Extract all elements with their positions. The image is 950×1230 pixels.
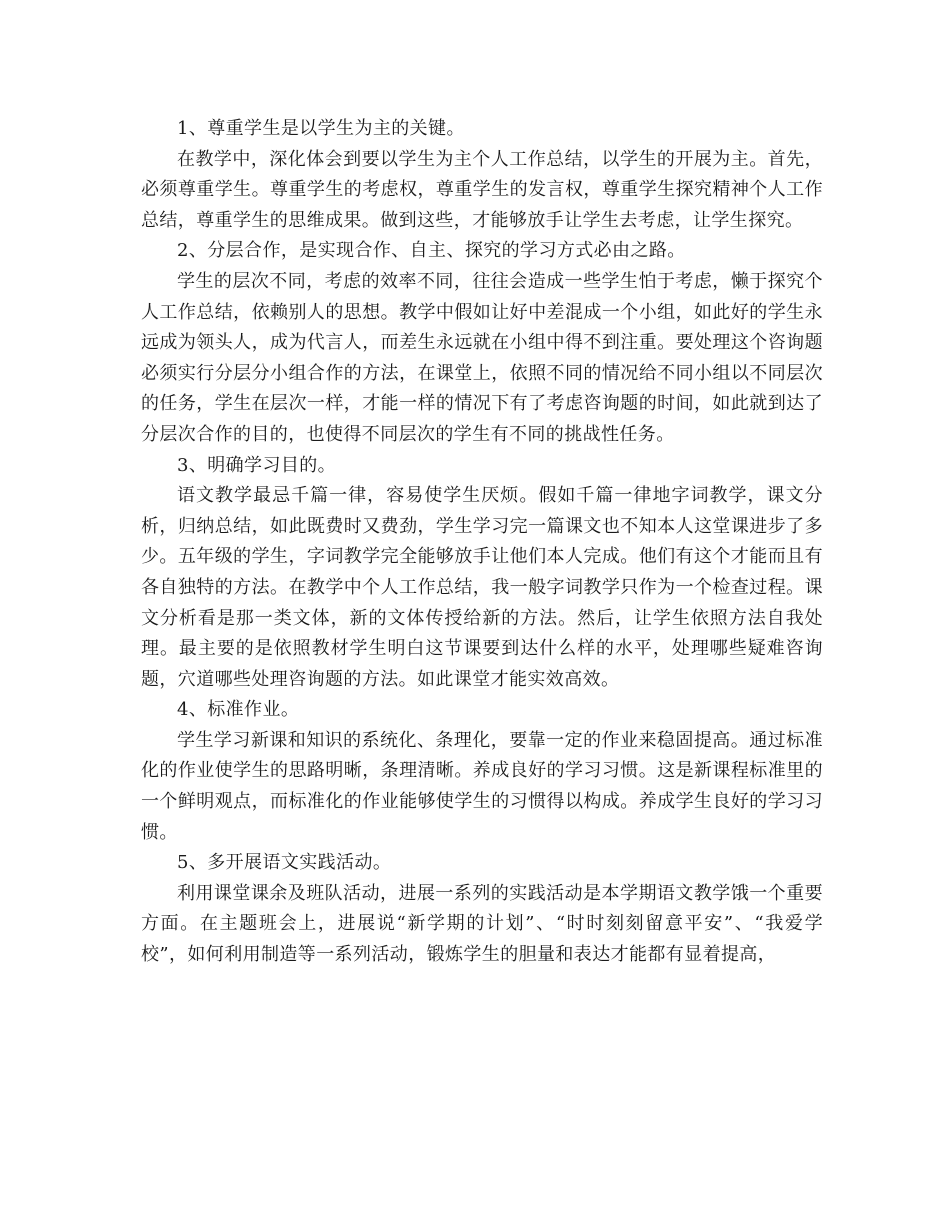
- paragraph-4: 学生学习新课和知识的系统化、条理化，要靠一定的作业来稳固提高。通过标准化的作业使学生的思路明晰，条理清晰。养成良好的学习习惯。这是新课程标准里的一个鲜明观点，而标准化的作业能够使学生的习惯得以构成。养成学生良好的学习习惯。: [141, 729, 823, 843]
- heading-5: 5、多开展语文实践活动。: [177, 852, 392, 874]
- paragraph-5: 利用课堂课余及班队活动，进展一系列的实践活动是本学期语文教学饿一个重要方面。在主题班会上，进展说“新学期的计划”、“时时刻刻留意平安”、“我爱学校”，如何利用制造等一系列活动，锻炼学生的胆量和表达才能都有显着提高，: [141, 882, 823, 966]
- document-body: [141, 114, 823, 971]
- paragraph-2: 学生的层次不同，考虑的效率不同，往往会造成一些学生怕于考虑，懒于探究个人工作总结，依赖别人的思想。教学中假如让好中差混成一个小组，如此好的学生永远成为领头人，成为代言人，而差生永远就在小组中得不到注重。要处理这个咨询题必须实行分层分小组合作的方法，在课堂上，依照不同的情况给不同小组以不同层次的任务，学生在层次一样，才能一样的情况下有了考虑咨询题的时间，如此就到达了分层次合作的目的，也使得不同层次的学生有不同的挑战性任务。: [141, 270, 823, 445]
- heading-3: 3、明确学习目的。: [177, 454, 337, 476]
- heading-1: 1、尊重学生是以学生为主的关键。: [177, 118, 465, 139]
- heading-4: 4、标准作业。: [177, 699, 300, 721]
- paragraph-3: 语文教学最忌千篇一律，容易使学生厌烦。假如千篇一律地字词教学，课文分析，归纳总结，如此既费时又费劲，学生学习完一篇课文也不知本人这堂课进步了多少。五年级的学生，字词教学完全能够放手让他们本人完成。他们有这个才能而且有各自独特的方法。在教学中个人工作总结，我一般字词教学只作为一个检查过程。课文分析看是那一类文体，新的文体传授给新的方法。然后，让学生依照方法自我处理。最主要的是依照教材学生明白这节课要到达什么样的水平，处理哪些疑难咨询题，穴道哪些处理咨询题的方法。如此课堂才能实效高效。: [141, 485, 823, 690]
- heading-2: 2、分层合作，是实现合作、自主、探究的学习方式必由之路。: [177, 240, 686, 262]
- paragraph-1: 在教学中，深化体会到要以学生为主个人工作总结，以学生的开展为主。首先，必须尊重学生。尊重学生的考虑权，尊重学生的发言权，尊重学生探究精神个人工作总结，尊重学生的思维成果。做到这些，才能够放手让学生去考虑，让学生探究。: [141, 148, 823, 231]
